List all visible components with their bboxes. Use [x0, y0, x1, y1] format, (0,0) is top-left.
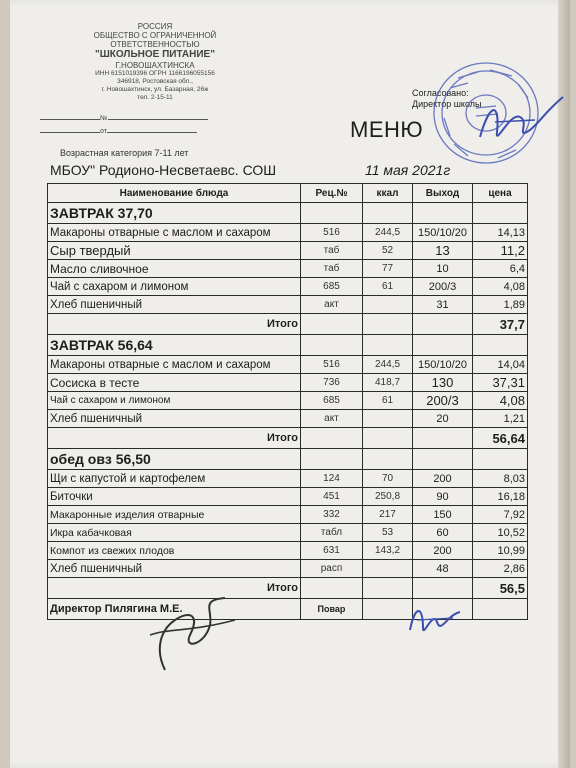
price-value: 8,03 [473, 470, 528, 488]
kcal-value: 52 [363, 242, 413, 260]
approval-signature-icon [475, 92, 565, 152]
dish-name: Щи с капустой и картофелем [48, 470, 301, 488]
organization-block [60, 22, 250, 102]
table-row [48, 392, 528, 410]
table-row [48, 542, 528, 560]
recipe-number: 631 [301, 542, 363, 560]
total-value: 56,64 [473, 428, 528, 449]
recipe-number: таб [301, 242, 363, 260]
price-value: 10,99 [473, 542, 528, 560]
section-row [48, 203, 528, 224]
output-value: 48 [413, 560, 473, 578]
output-value: 200 [413, 542, 473, 560]
output-value: 130 [413, 374, 473, 392]
cook-signature-icon [405, 600, 465, 640]
recipe-number: 332 [301, 506, 363, 524]
dish-name: Компот из свежих плодов [48, 542, 301, 560]
table-row [48, 242, 528, 260]
doc-date-prefix: от [100, 128, 107, 135]
dish-name: Хлеб пшеничный [48, 560, 301, 578]
recipe-number: 516 [301, 224, 363, 242]
output-value: 10 [413, 260, 473, 278]
output-value: 20 [413, 410, 473, 428]
output-value: 90 [413, 488, 473, 506]
page-title: МЕНЮ [350, 117, 424, 142]
total-row [48, 428, 528, 449]
kcal-value: 244,5 [363, 224, 413, 242]
price-value: 16,18 [473, 488, 528, 506]
price-value: 14,13 [473, 224, 528, 242]
recipe-number: 516 [301, 356, 363, 374]
table-row [48, 470, 528, 488]
org-country: РОССИЯ [137, 22, 173, 31]
output-value: 31 [413, 296, 473, 314]
total-label: Итого [48, 428, 301, 449]
price-value: 14,04 [473, 356, 528, 374]
kcal-value: 61 [363, 392, 413, 410]
table-row [48, 374, 528, 392]
header-recipe: Рец.№ [301, 184, 363, 203]
table-row [48, 260, 528, 278]
recipe-number: 685 [301, 278, 363, 296]
kcal-value [363, 296, 413, 314]
approval-title: Согласовано: [412, 88, 469, 98]
dish-name: Икра кабачковая [48, 524, 301, 542]
kcal-value: 244,5 [363, 356, 413, 374]
kcal-value: 77 [363, 260, 413, 278]
doc-number-line [40, 115, 208, 122]
header-dish: Наименование блюда [48, 184, 301, 203]
header-kcal: ккал [363, 184, 413, 203]
dish-name: Макароны отварные с маслом и сахаром [48, 356, 301, 374]
kcal-value: 418,7 [363, 374, 413, 392]
output-value: 200/3 [413, 278, 473, 296]
table-row [48, 506, 528, 524]
age-category: Возрастная категория 7-11 лет [60, 148, 189, 158]
total-row [48, 314, 528, 335]
header-output: Выход [413, 184, 473, 203]
dish-name: Масло сливочное [48, 260, 301, 278]
section-row [48, 449, 528, 470]
kcal-value: 70 [363, 470, 413, 488]
table-row [48, 410, 528, 428]
price-value: 11,2 [473, 242, 528, 260]
output-value: 13 [413, 242, 473, 260]
price-value: 4,08 [473, 392, 528, 410]
total-label: Итого [48, 314, 301, 335]
dish-name: Сыр твердый [48, 242, 301, 260]
table-row [48, 488, 528, 506]
dish-name: Чай с сахаром и лимоном [48, 392, 301, 410]
org-type-1: ОБЩЕСТВО С ОГРАНИЧЕННОЙ [93, 31, 217, 40]
dish-name: Хлеб пшеничный [48, 410, 301, 428]
price-value: 2,86 [473, 560, 528, 578]
org-type-2: ОТВЕТСТВЕННОСТЬЮ [110, 40, 200, 49]
kcal-value: 61 [363, 278, 413, 296]
price-value: 37,31 [473, 374, 528, 392]
kcal-value [363, 560, 413, 578]
dish-name: Биточки [48, 488, 301, 506]
recipe-number: 451 [301, 488, 363, 506]
recipe-number: акт [301, 296, 363, 314]
table-row [48, 560, 528, 578]
price-value: 6,4 [473, 260, 528, 278]
table-row [48, 224, 528, 242]
kcal-value: 250,8 [363, 488, 413, 506]
output-value: 200/3 [413, 392, 473, 410]
recipe-number: расп [301, 560, 363, 578]
section-row [48, 335, 528, 356]
school-name: МБОУ" Родионо-Несветаевс. СОШ [50, 162, 277, 178]
price-value: 7,92 [473, 506, 528, 524]
section-title: ЗАВТРАК 37,70 [48, 203, 301, 224]
total-row [48, 578, 528, 599]
output-value: 200 [413, 470, 473, 488]
output-value: 150/10/20 [413, 356, 473, 374]
cook-label: Повар [301, 599, 363, 620]
dish-name: Чай с сахаром и лимоном [48, 278, 301, 296]
dish-name: Хлеб пшеничный [48, 296, 301, 314]
total-label: Итого [48, 578, 301, 599]
dish-name: Макароны отварные с маслом и сахаром [48, 224, 301, 242]
section-title: ЗАВТРАК 56,64 [48, 335, 301, 356]
dish-name: Макаронные изделия отварные [48, 506, 301, 524]
org-phone: тел. 2-15-11 [137, 94, 173, 101]
doc-date-line [40, 128, 197, 135]
output-value: 150 [413, 506, 473, 524]
output-value: 60 [413, 524, 473, 542]
director-name: Директор Пилягина М.Е. [48, 599, 301, 620]
price-value: 4,08 [473, 278, 528, 296]
price-value: 10,52 [473, 524, 528, 542]
org-address-2: г. Новошахтинск, ул. Базарная, 26ж [101, 86, 209, 93]
price-value: 1,21 [473, 410, 528, 428]
table-row [48, 524, 528, 542]
kcal-value: 217 [363, 506, 413, 524]
director-signature-icon [135, 590, 245, 675]
org-address-1: 346918, Ростовская обл., [117, 78, 193, 85]
kcal-value: 143,2 [363, 542, 413, 560]
doc-number-prefix: № [100, 115, 108, 122]
table-header-row [48, 184, 528, 203]
price-value: 1,89 [473, 296, 528, 314]
recipe-number: 736 [301, 374, 363, 392]
org-ids: ИНН 6151019396 ОГРН 1166196055156 [95, 70, 215, 77]
recipe-number: акт [301, 410, 363, 428]
menu-date: 11 мая 2021г [365, 162, 451, 178]
table-row [48, 296, 528, 314]
total-value: 37,7 [473, 314, 528, 335]
recipe-number: 124 [301, 470, 363, 488]
table-row [48, 356, 528, 374]
recipe-number: 685 [301, 392, 363, 410]
org-city: Г.НОВОШАХТИНСКА [115, 61, 195, 70]
table-row [48, 278, 528, 296]
output-value: 150/10/20 [413, 224, 473, 242]
section-title: обед овз 56,50 [48, 449, 301, 470]
dish-name: Сосиска в тесте [48, 374, 301, 392]
approval-role: Директор школы [412, 99, 482, 109]
menu-sheet [10, 0, 570, 768]
recipe-number: табл [301, 524, 363, 542]
kcal-value: 53 [363, 524, 413, 542]
total-value: 56,5 [473, 578, 528, 599]
menu-table [47, 183, 528, 620]
kcal-value [363, 410, 413, 428]
recipe-number: таб [301, 260, 363, 278]
header-price: цена [473, 184, 528, 203]
org-name: "ШКОЛЬНОЕ ПИТАНИЕ" [95, 49, 215, 60]
